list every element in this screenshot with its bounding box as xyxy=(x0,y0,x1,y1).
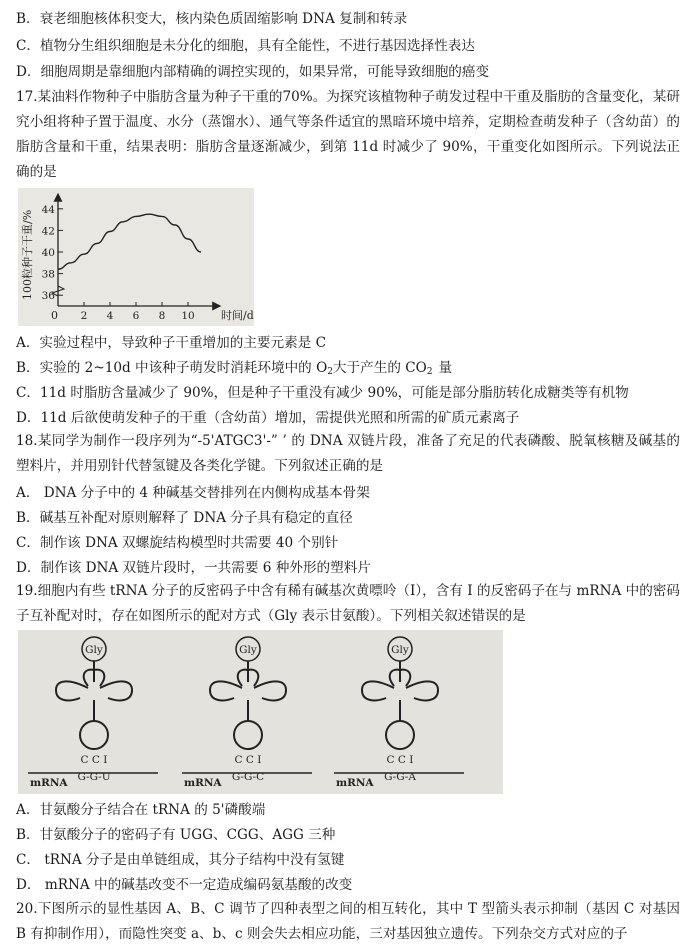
glycine-label: Gly xyxy=(239,644,257,656)
x-tick-label: 4 xyxy=(106,310,114,322)
dry-weight-chart xyxy=(18,188,254,326)
q17-option-b-part1: B．实验的 2~10d 中该种子萌发时消耗环境中的 O xyxy=(16,360,328,376)
x-tick-label: 8 xyxy=(158,310,166,322)
q16-option-b: B．衰老细胞核体积变大，核内染色质固缩影响 DNA 复制和转录 xyxy=(16,11,408,27)
q18-option-c: C．制作该 DNA 双螺旋结构模型时共需要 40 个别针 xyxy=(16,535,339,551)
q19-option-d: D． mRNA 中的碱基改变不一定造成编码氨基酸的改变 xyxy=(16,877,353,893)
q17-option-c: C．11d 时脂肪含量减少了 90%，但是种子干重没有减少 90%，可能是部分脂肪转化成糖类等有机物 xyxy=(16,385,629,401)
q19-option-a: A．甘氨酸分子结合在 tRNA 的 5'磷酸端 xyxy=(16,802,266,818)
codon-label: G-G-U xyxy=(77,771,111,783)
anticodon-label: C C I xyxy=(386,754,414,766)
q17-option-d: D．11d 后欲使萌发种子的干重（含幼苗）增加，需提供光照和所需的矿质元素离子 xyxy=(16,410,520,426)
q16-option-c: C．植物分生组织细胞是未分化的细胞，具有全能性，不进行基因选择性表达 xyxy=(16,38,475,54)
q19-option-c: C． tRNA 分子是由单链组成，其分子结构中没有氢键 xyxy=(16,852,345,868)
codon-label: G-G-C xyxy=(231,771,265,783)
x-tick-label: 6 xyxy=(132,310,140,322)
x-axis-label: 时间/d xyxy=(221,309,254,322)
codon-label: G-G-A xyxy=(384,771,416,783)
q17-option-b-part3: 量 xyxy=(438,360,453,376)
q20-stem: 20.下图所示的显性基因 A、B、C 调节了四种表型之间的相互转化，其中 T 型箭头表示抑制（基因 C 对基因 B 有抑制作用），而隐性突变 a、b、c 则会失去相应功能，三对基因独立遗传。下列杂交方式对应的子 xyxy=(16,901,680,942)
y-tick-label: 42 xyxy=(41,225,55,238)
glycine-label: Gly xyxy=(391,644,409,656)
y-tick-label: 38 xyxy=(41,268,55,281)
y-tick-label: 36 xyxy=(41,290,55,303)
x-tick-label: 2 xyxy=(80,310,88,322)
q19-option-b: B．甘氨酸分子的密码子有 UGG、CGG、AGG 三种 xyxy=(16,827,336,843)
dry-weight-curve xyxy=(58,214,201,269)
x-tick-label: 10 xyxy=(181,310,195,322)
q18-stem: 18.某同学为制作一段序列为“-5'ATGC3'-” ’ 的 DNA 双链片段，准备了充足的代表磷酸、脱氧核糖及碱基的塑料片，并用别针代替氢键及各类化学键。下列叙述正确的是 xyxy=(16,433,680,474)
q17-option-b xyxy=(16,359,452,381)
trna-figure-svg xyxy=(18,630,503,794)
y-tick-label: 40 xyxy=(41,247,55,259)
x-tick-group xyxy=(81,302,195,322)
glycine-label: Gly xyxy=(85,644,103,656)
trna-diagram-1 xyxy=(28,637,158,789)
mrna-label: mRNA xyxy=(30,777,68,789)
anticodon-label: C C I xyxy=(234,754,262,766)
y-axis-label: 100粒种子干重/% xyxy=(21,209,34,300)
q17-option-b-part2: 大于产生的 CO xyxy=(332,360,427,376)
q18-option-d: D．制作该 DNA 双链片段时，一共需要 6 种外形的塑料片 xyxy=(16,560,371,576)
q17-stem: 17.某油料作物种子中脂肪含量为种子干重的70%。为探究该植物种子萌发过程中干重及脂肪的含量变化，某研究小组将种子置于温度、水分（蒸馏水）、通气等条件适宜的黑暗环境中培养，定期检查萌发种子（含幼苗）的脂肪含量和干重，结果表明：脂肪含量逐渐减少，到第 11d 时减少了 90%，干重变化如图所示。下列说法正确的是 xyxy=(16,89,680,180)
trna-figure xyxy=(18,630,503,794)
mrna-label: mRNA xyxy=(184,777,222,789)
q18-option-b: B．碱基互补配对原则解释了 DNA 分子具有稳定的直径 xyxy=(16,510,353,526)
anticodon-label: C C I xyxy=(80,754,108,766)
q19-stem: 19.细胞内有些 tRNA 分子的反密码子中含有稀有碱基次黄嘌呤（I），含有 I 的反密码子在与 mRNA 中的密码子互补配对时，存在如图所示的配对方式（Gly 表示甘氨酸）。下列相关叙述错误的是 xyxy=(16,583,680,624)
q16-option-d: D．细胞周期是靠细胞内部精确的调控实现的，如果异常，可能导致细胞的癌变 xyxy=(16,64,490,80)
x-axis-origin-label: 0 xyxy=(51,309,58,322)
q18-option-a: A． DNA 分子中的 4 种碱基交替排列在内侧构成基本骨架 xyxy=(16,485,370,501)
co2-subscript: 2 xyxy=(426,367,433,377)
trna-diagram-2 xyxy=(182,637,312,789)
o2-subscript: 2 xyxy=(327,367,333,377)
y-tick-label: 44 xyxy=(41,203,55,216)
q17-option-a: A．实验过程中，导致种子干重增加的主要元素是 C xyxy=(16,335,327,351)
mrna-label: mRNA xyxy=(336,777,374,789)
trna-diagram-3 xyxy=(334,637,464,789)
dry-weight-chart-svg xyxy=(18,188,254,326)
